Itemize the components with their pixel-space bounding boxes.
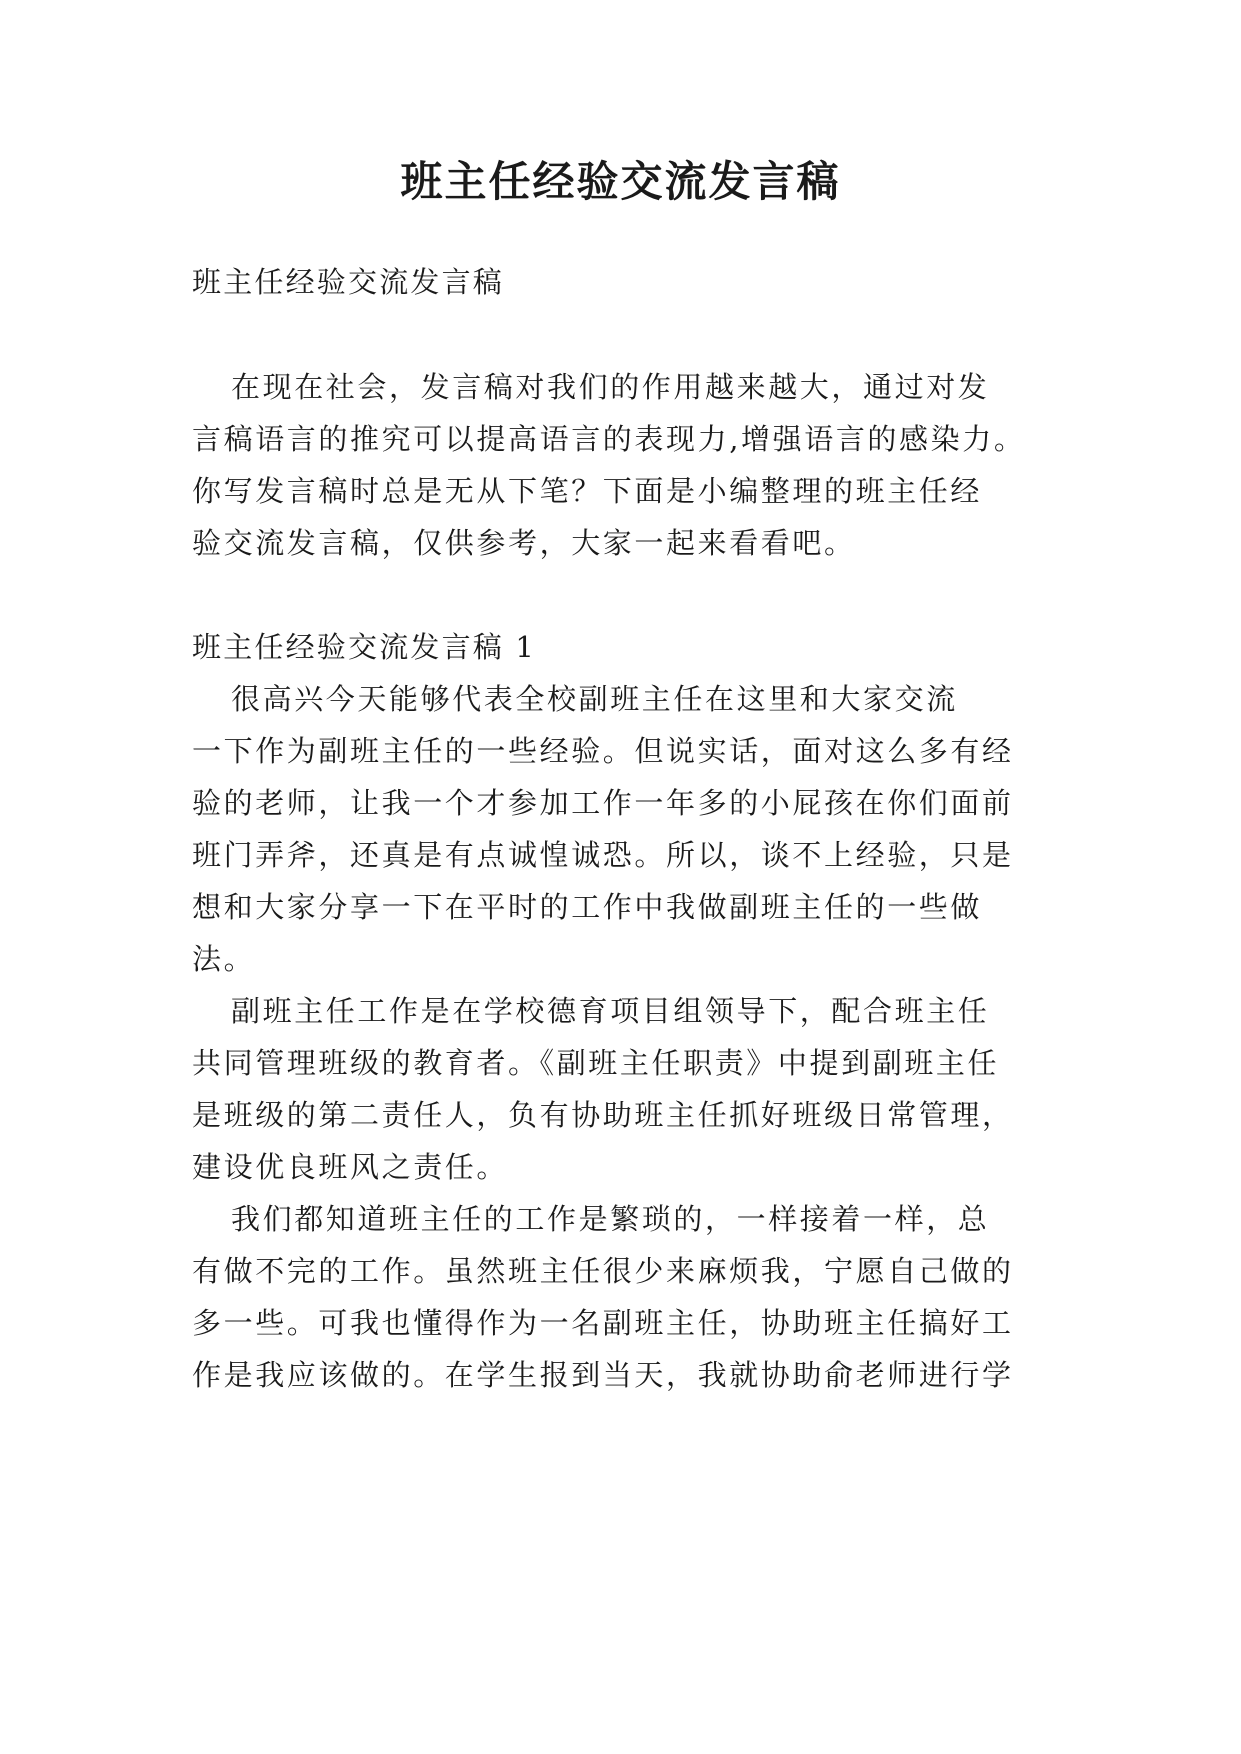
document-title: 班主任经验交流发言稿 xyxy=(400,157,841,206)
paragraph2-line-3: 是班级的第二责任人，负有协助班主任抓好班级日常管理， xyxy=(192,1098,1014,1132)
intro-line-3: 你写发言稿时总是无从下笔？下面是小编整理的班主任经 xyxy=(192,474,983,508)
paragraph3-line-1: 我们都知道班主任的工作是繁琐的，一样接着一样，总 xyxy=(231,1202,990,1236)
paragraph2-line-2: 共同管理班级的教育者。《副班主任职责》中提到副班主任 xyxy=(192,1046,1000,1080)
paragraph1-line-6: 法。 xyxy=(192,942,256,976)
paragraph2-line-1: 副班主任工作是在学校德育项目组领导下，配合班主任 xyxy=(231,994,990,1028)
paragraph1-line-1: 很高兴今天能够代表全校副班主任在这里和大家交流 xyxy=(231,682,958,716)
paragraph1-line-2: 一下作为副班主任的一些经验。但说实话，面对这么多有经 xyxy=(192,734,1014,768)
section-heading: 班主任经验交流发言稿 1 xyxy=(192,630,537,664)
document-subtitle: 班主任经验交流发言稿 xyxy=(192,265,505,299)
paragraph1-line-4: 班门弄斧，还真是有点诚惶诚恐。所以，谈不上经验，只是 xyxy=(192,838,1014,872)
paragraph3-line-2: 有做不完的工作。虽然班主任很少来麻烦我，宁愿自己做的 xyxy=(192,1254,1014,1288)
paragraph1-line-3: 验的老师，让我一个才参加工作一年多的小屁孩在你们面前 xyxy=(192,786,1014,820)
intro-line-1: 在现在社会，发言稿对我们的作用越来越大，通过对发 xyxy=(231,370,990,404)
paragraph1-line-5: 想和大家分享一下在平时的工作中我做副班主任的一些做 xyxy=(192,890,983,924)
paragraph3-line-3: 多一些。可我也懂得作为一名副班主任，协助班主任搞好工 xyxy=(192,1306,1014,1340)
intro-line-4: 验交流发言稿，仅供参考，大家一起来看看吧。 xyxy=(192,526,856,560)
paragraph2-line-4: 建设优良班风之责任。 xyxy=(192,1150,509,1184)
paragraph3-line-4: 作是我应该做的。在学生报到当天，我就协助俞老师进行学 xyxy=(192,1358,1014,1392)
intro-line-2: 言稿语言的推究可以提高语言的表现力,增强语言的感染力。 xyxy=(192,422,1026,456)
